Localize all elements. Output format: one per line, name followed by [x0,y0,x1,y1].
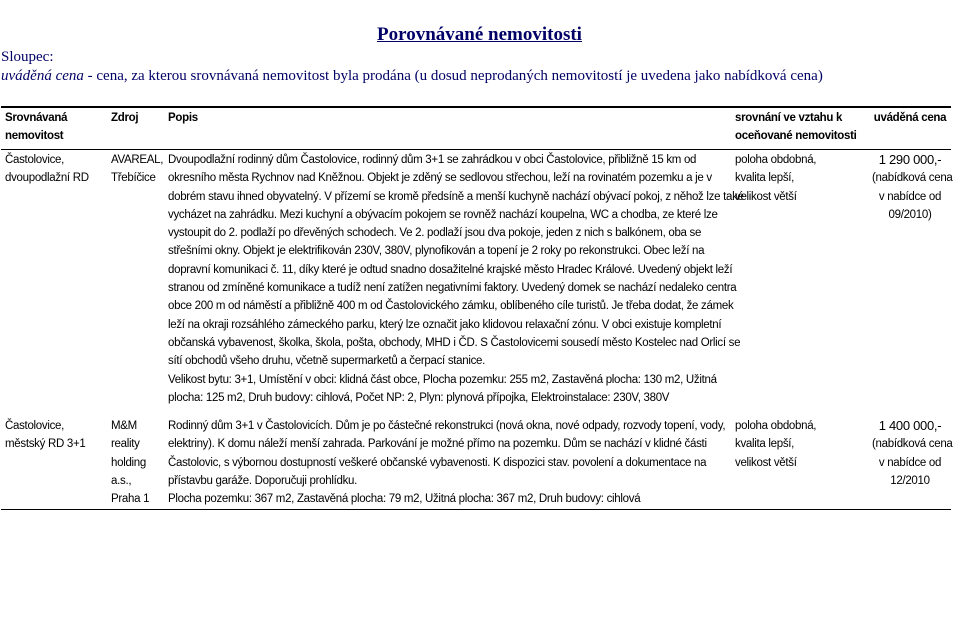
cell-description: Rodinný dům 3+1 v Častolovicích. Dům je po částečné rekonstrukci (nová okna, nové odpady, rozvody topení, vody, elektriny). K domu náleží menší zahrada. Parkování je možné přímo na pozemku. Dům se nachází v klidné části Častolovic, s výbornou dostupností veškeré občanské vybavenosti. K dispozici stav. povolení a dokumentace na přístavbu garáže. Doporučuji prohlídku. Plocha pozemku: 367 m2, Zastavěná plocha: 79 m2, Užitná plocha: 367 m2, Druh budovy: cihlová [164,416,731,510]
legend-heading: Sloupec: [1,49,54,65]
comparison-table [1,106,951,510]
table-row [1,150,951,417]
page-title: Porovnávané nemovitosti [377,24,582,45]
cell-source: M&M reality holding a.s., Praha 1 [107,416,164,510]
cell-price: 1 290 000,- (nabídková cena v nabídce od 09/2010) [872,152,953,221]
cell-property: Častolovice, dvoupodlažní RD [5,154,89,185]
header-description: Popis [164,107,731,150]
cell-property: Častolovice, městský RD 3+1 [1,416,107,510]
header-property: Srovnávaná nemovitost [1,107,107,150]
cell-source: AVAREAL, Třebíčice [111,154,164,185]
legend-term: uváděná cena [1,68,84,84]
cell-comparison: poloha obdobná, kvalita lepší, velikost větší [731,416,868,510]
legend-text: - cena, za kterou srovnávaná nemovitost byla prodána (u dosud neprodaných nemovitostí je uvedena jako nabídková cena) [83,68,823,84]
cell-price: 1 400 000,- (nabídková cena v nabídce od 12/2010 [868,416,951,510]
table-header-row [1,107,951,150]
header-price: uváděná cena [868,107,951,150]
table-row [1,416,951,510]
cell-description: Dvoupodlažní rodinný dům Častolovice, rodinný dům 3+1 se zahrádkou v obci Častolovice, přibližně 15 km od okresního města Rychnov nad Kněžnou. Objekt je zděný se sedlovou střechou, leží na rovinatém pozemku a je v dobrém stavu ihned obyvatelný. V přízemí se kromě předsíně a menší kuchyně nachází obývací pokoj, z něhož lze také vycházet na zahrádku. Mezi kuchyní a obývacím pokojem se rovněž nachází koupelna, WC a chodba, ze které lze vystoupit do 2. podlaží po dřevěných schodech. Ve 2. podlaží jsou dva pokoje, jeden z nich s balkónem, oba se střešními okny. Objekt je elektrifikován 230V, 380V, plynofikován a topení je 2 roky po rekonstrukci. Obec leží na dopravní komunikaci č. 11, díky které je odtud snadno dosažitelné krajské město Hradec Králové. Uvedený objekt leží stranou od zmíněné komunikace a tudíž není zatížen negativními faktory. Uvedený domek se nachází nedaleko centra obce 200 m od náměstí a přibližně 400 m od Častolovického zámku, oblíbeného cíle turistů. Je třeba dodat, že zámek leží na okraji rozsáhlého zámeckého parku, který lze označit jako klidovou relaxační zónu. V obci existuje kompletní občanská vybavenost, školka, škola, pošta, obchody, MHD i ČD. S Častolovicemi sousedí město Kostelec nad Orlicí se sítí obchodů všeho druhu, včetně supermarketů a čerpací stanice. Velikost bytu: 3+1, Umístění v obci: klidná část obce, Plocha pozemku: 255 m2, Zastavěná plocha: 130 m2, Užitná plocha: 125 m2, Druh budovy: cihlová, Počet NP: 2, Plyn: plynová přípojka, Elektroinstalace: 230V, 380V [168,154,744,404]
cell-comparison: poloha obdobná, kvalita lepší, velikost větší [735,154,817,203]
legend-line [1,67,823,86]
header-comparison: srovnání ve vztahu k oceňované nemovitosti [731,107,868,150]
legend [1,48,823,86]
header-source: Zdroj [107,107,164,150]
